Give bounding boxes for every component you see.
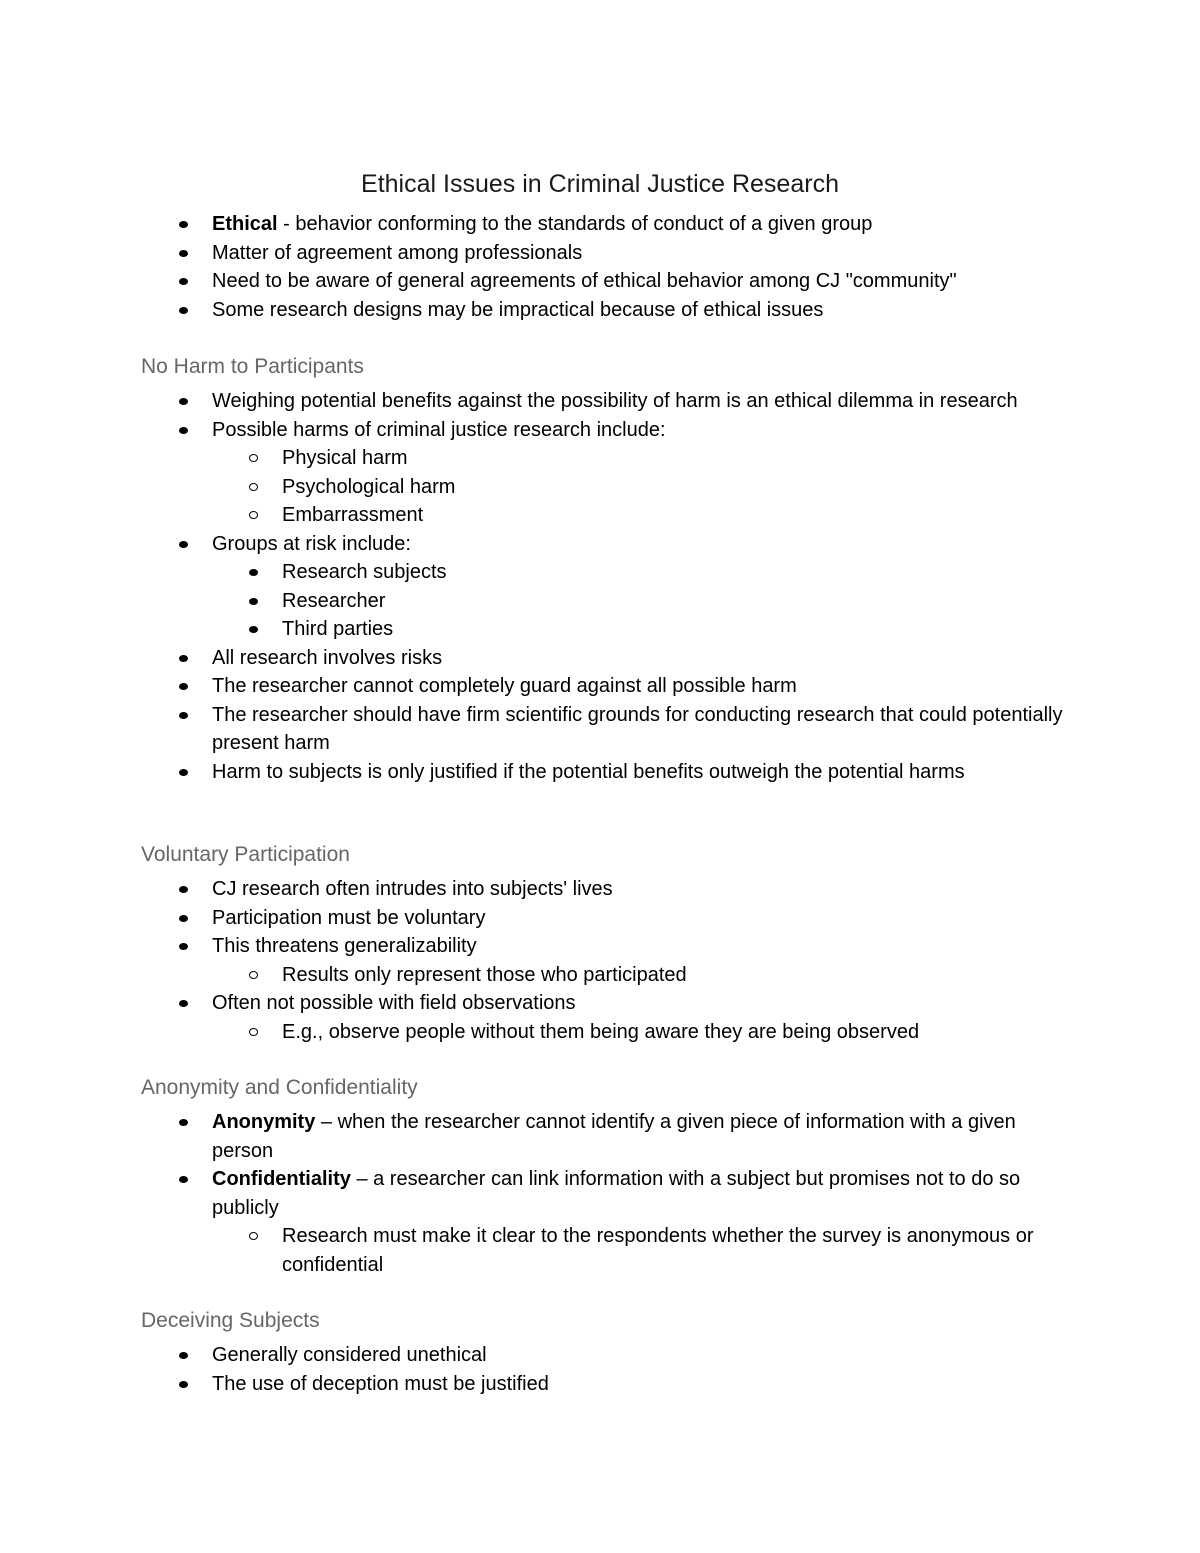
list-item: Researcher (282, 587, 1062, 616)
list-item: The use of deception must be justified (212, 1370, 1072, 1399)
list-item: Weighing potential benefits against the possibility of harm is an ethical dilemma in research (212, 387, 1072, 416)
sublist (282, 1222, 1062, 1279)
list-item: Often not possible with field observations E.g., observe people without them being aware they are being observed (212, 989, 1072, 1046)
list-item: The researcher cannot completely guard against all possible harm (212, 672, 1072, 701)
sublist (282, 1018, 1062, 1047)
deceiving-list (212, 1341, 1072, 1398)
list-item: Third parties (282, 615, 1062, 644)
page-title: Ethical Issues in Criminal Justice Research (361, 170, 839, 198)
list-item: Generally considered unethical (212, 1341, 1072, 1370)
list-item: Harm to subjects is only justified if the potential benefits outweigh the potential harms (212, 758, 1072, 787)
list-item: Possible harms of criminal justice research include: Physical harm Psychological harm Embarrassment (212, 416, 1072, 530)
list-item: Confidentiality – a researcher can link information with a subject but promises not to do so publicly Research must make it clear to the respondents whether the survey is anonymous or confidential (212, 1165, 1072, 1279)
list-item: Physical harm (282, 444, 1062, 473)
list-item: All research involves risks (212, 644, 1072, 673)
section-heading-anonymity: Anonymity and Confidentiality (141, 1076, 418, 1099)
list-item: Participation must be voluntary (212, 904, 1072, 933)
list-item: Matter of agreement among professionals (212, 239, 1072, 268)
harms-sublist (282, 444, 1062, 530)
list-item: Results only represent those who participated (282, 961, 1062, 990)
voluntary-list (212, 875, 1072, 1046)
list-item: The researcher should have firm scientific grounds for conducting research that could potentially present harm (212, 701, 1072, 758)
list-item: Some research designs may be impractical because of ethical issues (212, 296, 1072, 325)
term: Anonymity (212, 1111, 316, 1133)
list-item: Embarrassment (282, 501, 1062, 530)
section-heading-deceiving: Deceiving Subjects (141, 1309, 320, 1332)
list-item: Research must make it clear to the respondents whether the survey is anonymous or confidential (282, 1222, 1062, 1279)
section-heading-voluntary: Voluntary Participation (141, 843, 350, 866)
list-item: Ethical - behavior conforming to the standards of conduct of a given group (212, 210, 1072, 239)
list-item: Psychological harm (282, 473, 1062, 502)
no-harm-list (212, 387, 1072, 786)
list-item: This threatens generalizability Results only represent those who participated (212, 932, 1072, 989)
list-item: Groups at risk include: Research subjects Researcher Third parties (212, 530, 1072, 644)
anonymity-list (212, 1108, 1072, 1279)
list-item: Need to be aware of general agreements of ethical behavior among CJ "community" (212, 267, 1072, 296)
intro-list (212, 210, 1072, 324)
list-item: Research subjects (282, 558, 1062, 587)
list-item: CJ research often intrudes into subjects' lives (212, 875, 1072, 904)
term: Confidentiality (212, 1168, 351, 1190)
section-heading-no-harm: No Harm to Participants (141, 355, 364, 378)
sublist (282, 961, 1062, 990)
groups-sublist (282, 558, 1062, 644)
term: Ethical (212, 213, 278, 235)
list-item: E.g., observe people without them being aware they are being observed (282, 1018, 1062, 1047)
list-item: Anonymity – when the researcher cannot identify a given piece of information with a given person (212, 1108, 1072, 1165)
